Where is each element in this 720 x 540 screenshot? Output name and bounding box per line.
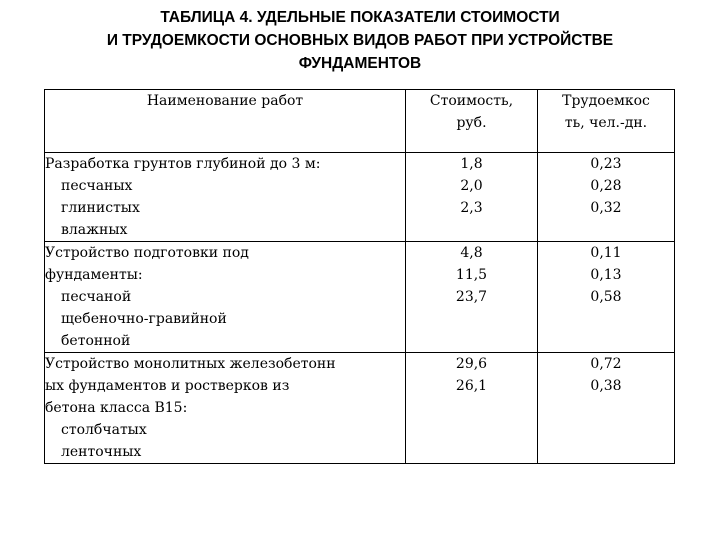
title-line: ФУНДАМЕНТОВ bbox=[298, 55, 422, 72]
cost-cell bbox=[406, 242, 538, 353]
labor-cell bbox=[538, 353, 675, 464]
work-name-cell bbox=[45, 242, 406, 353]
group-title: Устройство монолитных железобетонн bbox=[45, 356, 336, 372]
cost-value: 23,7 bbox=[455, 289, 488, 305]
title-line: И ТРУДОЕМКОСТИ ОСНОВНЫХ ВИДОВ РАБОТ ПРИ УСТРОЙСТВЕ bbox=[106, 32, 614, 49]
header-work-name bbox=[45, 90, 406, 153]
group-title: ых фундаментов и ростверков из bbox=[45, 378, 290, 394]
labor-cell bbox=[538, 153, 675, 242]
list-item: щебеночно-гравийной bbox=[61, 311, 227, 327]
work-name-cell bbox=[45, 353, 406, 464]
list-item: песчаной bbox=[61, 289, 132, 305]
labor-value: 0,28 bbox=[590, 178, 622, 194]
list-item: влажных bbox=[61, 222, 128, 238]
header-label: Стоимость, bbox=[429, 93, 514, 109]
table-title bbox=[0, 6, 720, 75]
list-item: столбчатых bbox=[61, 422, 147, 438]
header-label: руб. bbox=[456, 115, 487, 131]
work-name-cell bbox=[45, 153, 406, 242]
cost-value: 2,3 bbox=[460, 200, 483, 216]
cost-value: 4,8 bbox=[460, 245, 483, 261]
table-row bbox=[45, 153, 675, 242]
group-title: Разработка грунтов глубиной до 3 м: bbox=[45, 156, 321, 172]
labor-value: 0,38 bbox=[590, 378, 622, 394]
labor-value: 0,58 bbox=[590, 289, 622, 305]
cost-labor-table bbox=[44, 89, 675, 464]
cost-value: 11,5 bbox=[455, 267, 488, 283]
header-label: Наименование работ bbox=[146, 93, 304, 109]
group-title: Устройство подготовки под bbox=[45, 245, 249, 261]
labor-value: 0,11 bbox=[590, 245, 622, 261]
list-item: бетонной bbox=[61, 333, 131, 349]
cost-value: 26,1 bbox=[455, 378, 488, 394]
labor-value: 0,72 bbox=[590, 356, 622, 372]
header-label: Трудоемкос bbox=[562, 93, 650, 109]
list-item: ленточных bbox=[61, 444, 142, 460]
list-item: песчаных bbox=[61, 178, 133, 194]
table-row bbox=[45, 242, 675, 353]
header-labor bbox=[538, 90, 675, 153]
labor-value: 0,13 bbox=[590, 267, 622, 283]
cost-value: 29,6 bbox=[455, 356, 488, 372]
list-item: глинистых bbox=[61, 200, 140, 216]
labor-value: 0,32 bbox=[590, 200, 622, 216]
header-row bbox=[45, 90, 675, 153]
labor-cell bbox=[538, 242, 675, 353]
cost-cell bbox=[406, 353, 538, 464]
header-cost bbox=[406, 90, 538, 153]
table-row bbox=[45, 353, 675, 464]
cost-value: 2,0 bbox=[460, 178, 483, 194]
cost-value: 1,8 bbox=[460, 156, 483, 172]
cost-cell bbox=[406, 153, 538, 242]
labor-value: 0,23 bbox=[590, 156, 622, 172]
title-line: ТАБЛИЦА 4. УДЕЛЬНЫЕ ПОКАЗАТЕЛИ СТОИМОСТИ bbox=[160, 9, 560, 26]
group-title: фундаменты: bbox=[45, 267, 143, 283]
group-title: бетона класса В15: bbox=[45, 400, 188, 416]
header-label: ть, чел.-дн. bbox=[564, 115, 648, 131]
